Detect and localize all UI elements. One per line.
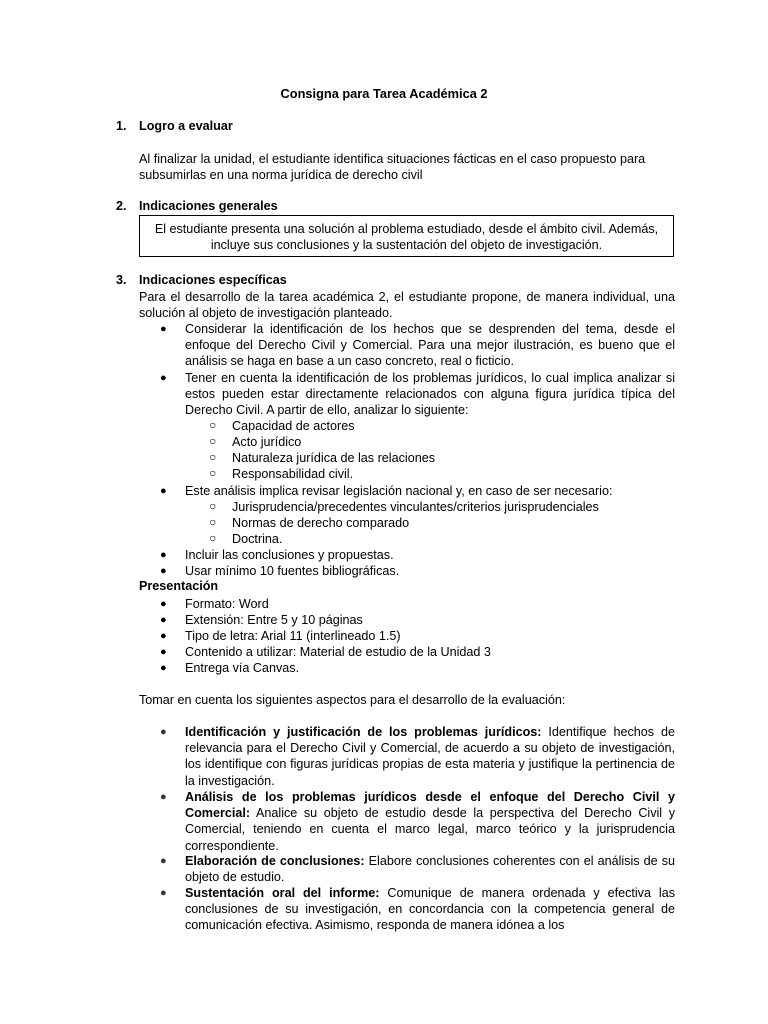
section-2-title: Indicaciones generales — [139, 199, 278, 213]
sub-list-item-text: Doctrina. — [232, 532, 283, 546]
bullet-icon: ● — [160, 565, 167, 577]
list-item-text: Formato: Word — [185, 597, 269, 611]
bullet-icon: ● — [160, 887, 167, 899]
sub-list-item-text: Naturaleza jurídica de las relaciones — [232, 451, 436, 465]
hollow-bullet-icon: ○ — [209, 499, 217, 513]
criterion-title: Elaboración de conclusiones: — [185, 854, 365, 868]
bullet-icon: ● — [160, 549, 167, 561]
list-item-text — [185, 885, 675, 934]
criterion-description: Comunique de manera ordenada y efectiva las conclusiones de su investigación, en concordancia con la competencia general de comunicación efectiva. Asimismo, responda de manera idónea a los — [185, 886, 675, 933]
bullet-icon: ● — [160, 630, 167, 642]
presentation-title: Presentación — [139, 579, 219, 593]
list-item-text — [185, 724, 675, 789]
bullet-icon: ● — [160, 855, 167, 867]
evaluation-intro: Tomar en cuenta los siguientes aspectos para el desarrollo de la evaluación: — [139, 693, 566, 707]
list-item-text: Tipo de letra: Arial 11 (interlineado 1.5) — [185, 629, 401, 643]
list-item-text: Extensión: Entre 5 y 10 páginas — [185, 613, 363, 627]
bullet-icon: ● — [160, 726, 167, 738]
sub-list-item-text: Capacidad de actores — [232, 419, 355, 433]
sub-list-item-text: Responsabilidad civil. — [232, 467, 354, 481]
list-item-text: Tener en cuenta la identificación de los problemas jurídicos, lo cual implica analizar si estos pueden estar directamente relacionados con alguna figura jurídica típica del Derecho Civil. A partir de ello, analizar lo siguiente: — [185, 371, 675, 418]
criterion-title: Identificación y justificación de los problemas jurídicos: — [185, 725, 542, 739]
bullet-icon: ● — [160, 372, 167, 384]
criterion-title: Sustentación oral del informe: — [185, 886, 380, 900]
list-item-text: Incluir las conclusiones y propuestas. — [185, 548, 394, 562]
criterion-description: Elabore conclusiones coherentes con el análisis de su objeto de estudio. — [185, 854, 675, 885]
list-item-text — [185, 789, 675, 854]
sub-list-item-text: Jurisprudencia/precedentes vinculantes/criterios jurisprudenciales — [232, 500, 599, 514]
bullet-icon: ● — [160, 485, 167, 497]
general-indications-box — [139, 215, 674, 257]
section-2-number: 2. — [116, 199, 127, 213]
bullet-icon: ● — [160, 646, 167, 658]
list-item-text: Usar mínimo 10 fuentes bibliográficas. — [185, 564, 400, 578]
section-1-body: Al finalizar la unidad, el estudiante identifica situaciones fácticas en el caso propuesto para subsumirlas en una norma jurídica de derecho civil — [139, 152, 646, 183]
section-3-number: 3. — [116, 273, 127, 287]
bullet-icon: ● — [160, 323, 167, 335]
list-item-text: Entrega vía Canvas. — [185, 661, 300, 675]
bullet-icon: ● — [160, 662, 167, 674]
list-item-text: Contenido a utilizar: Material de estudio de la Unidad 3 — [185, 645, 491, 659]
hollow-bullet-icon: ○ — [209, 434, 217, 448]
list-item-text: Considerar la identificación de los hechos que se desprenden del tema, desde el enfoque del Derecho Civil y Comercial. Para una mejor ilustración, es bueno que el análisis se haga en base a un caso concreto, real o ficticio. — [185, 322, 675, 369]
hollow-bullet-icon: ○ — [209, 531, 217, 545]
criterion-description: Analice su objeto de estudio desde la perspectiva del Derecho Civil y Comercial, teniendo en cuenta el marco legal, marco teórico y la jurisprudencia correspondiente. — [185, 806, 675, 853]
bullet-icon: ● — [160, 598, 167, 610]
section-3-title: Indicaciones específicas — [139, 273, 287, 287]
sub-list-item-text: Normas de derecho comparado — [232, 516, 410, 530]
list-item-text: Este análisis implica revisar legislación nacional y, en caso de ser necesario: — [185, 484, 613, 498]
general-indications-text: El estudiante presenta una solución al problema estudiado, desde el ámbito civil. Además, incluye sus conclusiones y la sustentación del objeto de investigación. — [154, 222, 659, 253]
section-1-number: 1. — [116, 119, 127, 133]
hollow-bullet-icon: ○ — [209, 466, 217, 480]
criterion-description: Identifique hechos de relevancia para el Derecho Civil y Comercial, de acuerdo a su objeto de investigación, los identifique con figuras jurídicas propias de esta materia y justifique la pertinencia de la investigación. — [185, 725, 676, 788]
list-item-text — [185, 853, 675, 885]
criterion-title: Análisis de los problemas jurídicos desde el enfoque del Derecho Civil y Comercial: — [185, 790, 675, 821]
hollow-bullet-icon: ○ — [209, 418, 217, 432]
hollow-bullet-icon: ○ — [209, 450, 217, 464]
section-1-title: Logro a evaluar — [139, 119, 233, 133]
bullet-icon: ● — [160, 614, 167, 626]
bullet-icon: ● — [160, 791, 167, 803]
sub-list-item-text: Acto jurídico — [232, 435, 302, 449]
document-title: Consigna para Tarea Académica 2 — [280, 86, 488, 101]
hollow-bullet-icon: ○ — [209, 515, 217, 529]
section-3-intro: Para el desarrollo de la tarea académica 2, el estudiante propone, de manera individual, una solución al objeto de investigación planteado. — [139, 290, 675, 321]
